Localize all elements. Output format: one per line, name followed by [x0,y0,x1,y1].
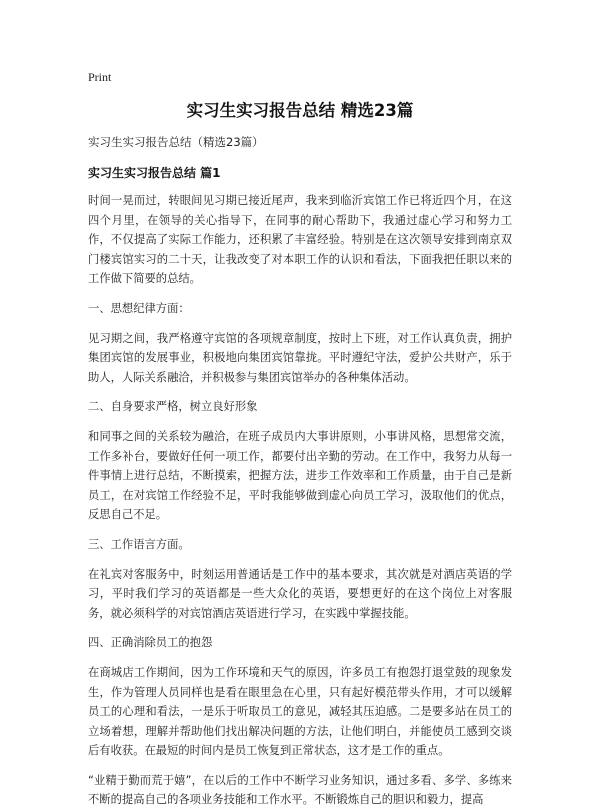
document-title: 实习生实习报告总结 精选23篇 [186,101,414,120]
paragraph-5: 在商城店工作期间，因为工作环境和天气的原因，许多员工有抱怨打退堂鼓的现象发生，作为管理人员同样也是看在眼里急在心里，只有起好模范带头作用，才可以缓解员工的心理和看法，一是乐于听取员工的意见，减轻其压迫感。二是要多站在员工的立场着想，理解并帮助他们找出解决问题的方法，让他们明白，并能使员工感到交谈后有收获。在最短的时间内是员工恢复到正常状态，这才是工作的重点。 [88,666,512,757]
heading-2: 二、自身要求严格，树立良好形象 [88,400,258,413]
paragraph-2: 见习期之间，我严格遵守宾馆的各项规章制度，按时上下班，对工作认真负责，拥护集团宾馆的发展事业，积极地向集团宾馆靠拢。平时遵纪守法，爱护公共财产，乐于助人，人际关系融洽，并积极参与集团宾馆举办的各种集体活动。 [88,331,512,384]
document-subtitle: 实习生实习报告总结（精选23篇） [88,135,264,149]
paragraph-4: 在礼宾对客服务中，时刻运用普通话是工作中的基本要求，其次就是对酒店英语的学习，平时我们学习的英语都是一些大众化的英语，要想更好的在这个岗位上对客服务，就必须科学的对宾馆酒店英语进行学习，在实践中掌握技能。 [88,567,512,620]
heading-3: 三、工作语言方面。 [88,537,190,551]
paragraph-6: “业精于勤而荒于嬉”，在以后的工作中不断学习业务知识，通过多看、多学、多练来不断的提高自己的各项业务技能和工作水平。不断锻炼自己的胆识和毅力，提高 [88,773,512,806]
paragraph-3: 和同事之间的关系较为融洽，在班子成员内大事讲原则，小事讲风格，思想常交流，工作多补台，要做好任何一项工作，都要付出辛勤的劳动。在工作中，我努力从每一件事情上进行总结，不断摸索，把握方法，进步工作效率和工作质量，由于自己是新员工，在对宾馆工作经验不足，平时我能够做到虚心向员工学习，汲取他们的优点，反思自己不足。 [88,430,512,521]
print-link[interactable]: Print [88,70,112,84]
section-title: 实习生实习报告总结 篇1 [88,166,221,180]
heading-1: 一、思想纪律方面： [88,301,190,315]
paragraph-1: 时间一晃而过，转眼间见习期已接近尾声，我来到临沂宾馆工作已将近四个月，在这四个月里，在领导的关心指导下，在同事的耐心帮助下，我通过虚心学习和努力工作，不仅提高了实际工作能力，还积累了丰富经验。特别是在这次领导安排到南京双门楼宾馆实习的二十天，让我改变了对本职工作的认识和看法，下面我把任职以来的工作做下简要的总结。 [88,194,512,285]
document-body [88,191,512,810]
heading-4: 四、正确消除员工的抱怨 [88,636,213,649]
